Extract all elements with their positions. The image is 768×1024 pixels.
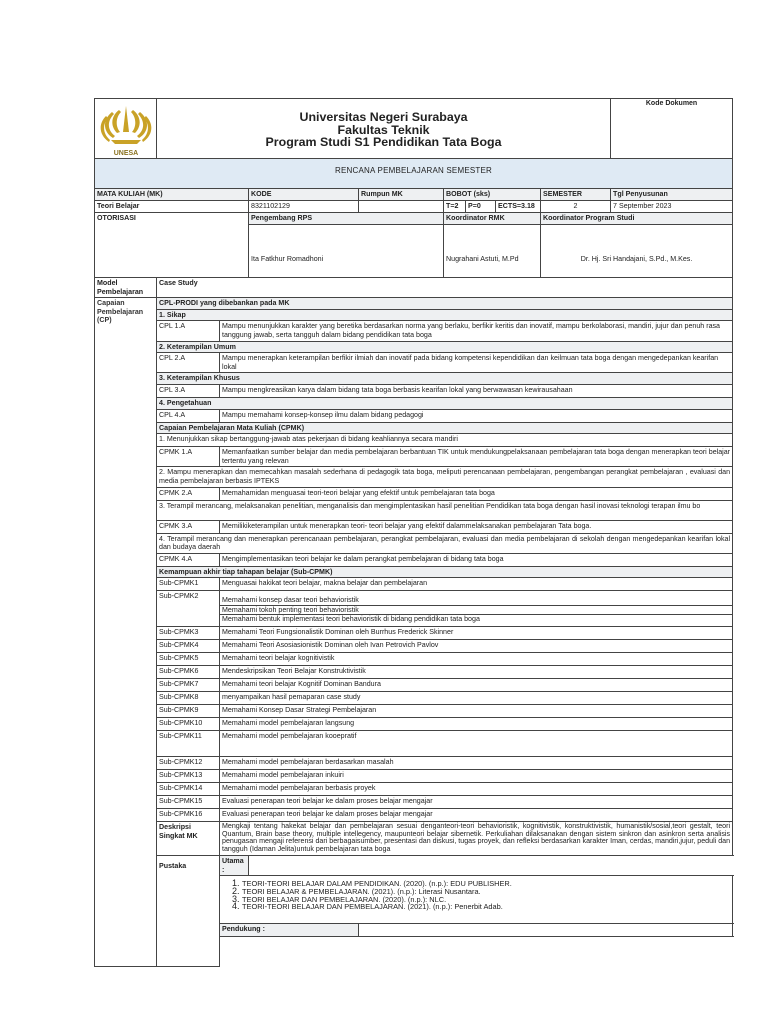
faculty-name: Fakultas Teknik bbox=[337, 122, 430, 137]
cpmk-code: CPMK 1.A bbox=[157, 447, 220, 467]
sub-cpmk-text: Evaluasi penerapan teori belajar ke dalam proses belajar mengajar bbox=[220, 796, 733, 809]
sub-cpmk-code: Sub-CPMK7 bbox=[157, 679, 220, 692]
deskripsi-label: Deskripsi Singkat MK bbox=[157, 822, 220, 856]
sub-cpmk-heading: Kemampuan akhir tiap tahapan belajar (Sub-CPMK) bbox=[157, 566, 733, 578]
cpl-text: Mampu menunjukkan karakter yang beretika berdasarkan norma yang berlaku, berfikir keritis dan inovatif, mampu berkolaborasi, mandiri, jujur dan penuh rasa tanggung jawab, serta tangguh dalam bidang pendidikan tata boga bbox=[220, 321, 733, 341]
koordinator-rmk-label: Koordinator RMK bbox=[444, 213, 541, 225]
cpmk-statement: 4. Terampil merancang dan menerapkan perencanaan pembelajaran, perangkat pembelajaran, evaluasi dan media pembelajaran di sekolah dengan mengedepankan kearifan lokal dan budaya daerah bbox=[157, 533, 733, 553]
cpl-group-heading: 1. Sikap bbox=[157, 309, 733, 321]
cpmk-text: Memilikiketerampilan untuk menerapkan teori- teori belajar yang efektif dalammelaksanakan pembelajaran Tata boga. bbox=[220, 520, 733, 533]
cpl-text: Mampu memahami konsep-konsep ilmu dalam bidang pedagogi bbox=[220, 409, 733, 422]
sub-cpmk-text: Memahami Teori Fungsionalistik Dominan oleh Burrhus Frederick Skinner bbox=[220, 627, 733, 640]
sub-cpmk-text: menyampaikan hasil pemaparan case study bbox=[220, 692, 733, 705]
sub-cpmk-code: Sub-CPMK11 bbox=[157, 731, 220, 757]
sub-cpmk-line: Memahami konsep dasar teori behavioristik bbox=[220, 592, 732, 606]
semester-value: 2 bbox=[541, 201, 611, 213]
rumpun-value bbox=[359, 201, 444, 213]
logo-text: UNESA bbox=[113, 150, 138, 157]
kode-dokumen-cell bbox=[611, 99, 733, 159]
kode-value: 8321102129 bbox=[249, 201, 359, 213]
pengembang-label: Pengembang RPS bbox=[249, 213, 444, 225]
sub-cpmk-code: Sub-CPMK9 bbox=[157, 705, 220, 718]
kode-label: KODE bbox=[249, 189, 359, 201]
cpl-group-heading: 4. Pengetahuan bbox=[157, 397, 733, 409]
sub-cpmk-code: Sub-CPMK5 bbox=[157, 653, 220, 666]
koordinator-rmk-value: Nugrahani Astuti, M.Pd bbox=[444, 225, 541, 278]
sub-cpmk-text: Mendeskripsikan Teori Belajar Konstruktivistik bbox=[220, 666, 733, 679]
sub-cpmk-text: Memahami Teori Asosiasionistik Dominan oleh Ivan Petrovich Pavlov bbox=[220, 640, 733, 653]
cpl-group-heading: 2. Keterampilan Umum bbox=[157, 341, 733, 353]
rumpun-label: Rumpun MK bbox=[359, 189, 444, 201]
cpl-code: CPL 4.A bbox=[157, 409, 220, 422]
sub-cpmk-line: Memahami bentuk implementasi teori behavioristik di bidang pendidikan tata boga bbox=[222, 615, 480, 624]
sub-cpmk-code: Sub-CPMK15 bbox=[157, 796, 220, 809]
cpl-code: CPL 3.A bbox=[157, 384, 220, 397]
cpl-text: Mampu mengkreasikan karya dalam bidang tata boga berbasis kearifan lokal yang berwawasan kewirausahaan bbox=[220, 384, 733, 397]
cpmk-text: Memanfaatkan sumber belajar dan media pembelajaran berbantuan TIK untuk mendukungpelaksanaan pembelajaran tata boga dengan menerapkan teori belajar tertentu yang relevan bbox=[220, 447, 733, 467]
sub-cpmk-code: Sub-CPMK13 bbox=[157, 770, 220, 783]
pustaka-pendukung-label: Pendukung : bbox=[220, 924, 359, 937]
sub-cpmk-text: Memahami model pembelajaran inkuiri bbox=[220, 770, 733, 783]
program-name: Program Studi S1 Pendidikan Tata Boga bbox=[265, 135, 502, 150]
rps-table bbox=[94, 98, 733, 967]
cpmk-heading: Capaian Pembelajaran Mata Kuliah (CPMK) bbox=[157, 422, 733, 434]
koordinator-prodi-label: Koordinator Program Studi bbox=[541, 213, 733, 225]
sub-cpmk-code: Sub-CPMK2 bbox=[157, 591, 220, 627]
bobot-ects-value: ECTS=3.18 bbox=[496, 201, 541, 213]
cp-label: Capaian Pembelajaran (CP) bbox=[95, 298, 157, 967]
cpmk-statement: 3. Terampil merancang, melaksanakan penelitian, menganalisis dan mengimplentasikan hasil penelitian Pendidikan tata boga dengan hasil inovasi teknologi terapan ilmu bo bbox=[157, 500, 733, 520]
sub-cpmk-code: Sub-CPMK10 bbox=[157, 718, 220, 731]
pustaka-item: 4. TEORI-TEORI BELAJAR DAN PEMBELAJARAN. (2021). (n.p.): Penerbit Adab. bbox=[242, 903, 730, 911]
pustaka-label: Pustaka bbox=[157, 856, 220, 967]
cpmk-code: CPMK 3.A bbox=[157, 520, 220, 533]
sub-cpmk-code: Sub-CPMK14 bbox=[157, 783, 220, 796]
pustaka-utama-blank bbox=[249, 856, 733, 876]
document-header bbox=[95, 99, 733, 159]
pustaka-item: 2. TEORI BELAJAR & PEMBELAJARAN. (2021). (n.p.): Literasi Nusantara. bbox=[242, 888, 730, 896]
sub-cpmk-code: Sub-CPMK12 bbox=[157, 757, 220, 770]
kode-dokumen-label: Kode Dokumen bbox=[645, 100, 698, 107]
deskripsi-text: Mengkaji tentang hakekat belajar dan pembelajaran sesuai denganteori-teori behavioristik, kognitivistik, konstruktivistik, humanistik/sosial,teori gestalt, teori Quantum, Brain base theory, multiple intellegency, maupunteori belajar sibernetik. Perkuliahan dilaksanakan dengan sistem sinkron dan asinkron serta analisis penugasan mengaji referensi dari berbagaisumber, presentasi dan diskusi, tugas proyek, dan refleksi berdasarkan karakter Iman, cerdas, mandiri,jujur, peduli dan tangguh (Idaman Jelita)untuk pembelajaran tata boga bbox=[220, 822, 733, 856]
document-title: RENCANA PEMBELAJARAN SEMESTER bbox=[95, 159, 733, 189]
unesa-logo-icon bbox=[97, 102, 155, 158]
model-value: Case Study bbox=[157, 278, 733, 298]
sub-cpmk-code: Sub-CPMK4 bbox=[157, 640, 220, 653]
sub-cpmk-code: Sub-CPMK3 bbox=[157, 627, 220, 640]
otorisasi-label: OTORISASI bbox=[95, 213, 249, 278]
tgl-value: 7 September 2023 bbox=[611, 201, 733, 213]
cpmk-statement: 2. Mampu menerapkan dan memecahkan masalah sederhana di pedagogik tata boga, meliputi perencanaan pembelajaran, pengembangan perangkat pembelajaran , evaluasi dan media pembelajaran berbasis IPTEKS bbox=[157, 467, 733, 487]
sub-cpmk-text: Evaluasi penerapan teori belajar ke dalam proses belajar mengajar bbox=[220, 809, 733, 822]
pustaka-pendukung-blank bbox=[359, 924, 733, 937]
pustaka-item: 3. TEORI BELAJAR DAN PEMBELAJARAN. (2020). (n.p.): NLC. bbox=[242, 896, 730, 904]
cpmk-code: CPMK 2.A bbox=[157, 487, 220, 500]
pustaka-pendukung-list bbox=[220, 937, 733, 967]
sub-cpmk-code: Sub-CPMK16 bbox=[157, 809, 220, 822]
sub-cpmk-code: Sub-CPMK1 bbox=[157, 578, 220, 591]
rps-document bbox=[94, 98, 732, 967]
sub-cpmk-text: Memahami model pembelajaran berdasarkan masalah bbox=[220, 757, 733, 770]
sub-cpmk-text: Memahami model pembelajaran langsung bbox=[220, 718, 733, 731]
semester-label: SEMESTER bbox=[541, 189, 611, 201]
mk-label: MATA KULIAH (MK) bbox=[95, 189, 249, 201]
cpmk-text: Memahamidan menguasai teori-teori belajar yang efektif untuk pembelajaran tata boga bbox=[220, 487, 733, 500]
model-label: Model Pembelajaran bbox=[95, 278, 157, 298]
institution-block bbox=[157, 99, 611, 159]
tgl-label: Tgl Penyusunan bbox=[611, 189, 733, 201]
sub-cpmk-text: Memahami teori belajar kognitivistik bbox=[220, 653, 733, 666]
sub-cpmk-text: Menguasai hakikat teori belajar, makna belajar dan pembelajaran bbox=[220, 578, 733, 591]
cpl-code: CPL 2.A bbox=[157, 353, 220, 373]
koordinator-prodi-value: Dr. Hj. Sri Handajani, S.Pd., M.Kes. bbox=[541, 225, 733, 278]
university-name: Universitas Negeri Surabaya bbox=[299, 110, 468, 124]
sub-cpmk-code: Sub-CPMK8 bbox=[157, 692, 220, 705]
sub-cpmk-code: Sub-CPMK6 bbox=[157, 666, 220, 679]
cpl-group-heading: 3. Keterampilan Khusus bbox=[157, 373, 733, 385]
mk-value: Teori Belajar bbox=[95, 201, 249, 213]
cpl-code: CPL 1.A bbox=[157, 321, 220, 341]
sub-cpmk-text: Memahami model pembelajaran kooepratif bbox=[220, 731, 733, 757]
pengembang-value: Ita Fatkhur Romadhoni bbox=[249, 225, 444, 278]
sub-cpmk-text bbox=[220, 591, 733, 627]
bobot-label: BOBOT (sks) bbox=[444, 189, 541, 201]
sub-cpmk-text: Memahami Konsep Dasar Strategi Pembelajaran bbox=[220, 705, 733, 718]
sub-cpmk-text: Memahami model pembelajaran berbasis proyek bbox=[220, 783, 733, 796]
bobot-p-value: P=0 bbox=[466, 201, 496, 213]
pustaka-item: 1. TEORI-TEORI BELAJAR DALAM PENDIDIKAN. (2020). (n.p.): EDU PUBLISHER. bbox=[242, 880, 730, 888]
cpmk-code: CPMK 4.A bbox=[157, 553, 220, 566]
pustaka-utama-list bbox=[220, 876, 733, 924]
cpl-prodi-heading: CPL-PRODI yang dibebankan pada MK bbox=[157, 298, 733, 310]
cpmk-text: Mengimplementasikan teori belajar ke dalam perangkat pembelajaran di bidang tata boga bbox=[220, 553, 733, 566]
cpl-text: Mampu menerapkan keterampilan berfikir ilmiah dan inovatif pada bidang kompetensi kependidikan dan keilmuan tata boga dengan mengedepankan kearifan lokal bbox=[220, 353, 733, 373]
sub-cpmk-line: Memahami tokoh penting teori behavioristik bbox=[220, 606, 732, 616]
sub-cpmk-text: Memahami teori belajar Kognitif Dominan Bandura bbox=[220, 679, 733, 692]
pustaka-utama-label: Utama : bbox=[220, 856, 249, 876]
cpmk-statement: 1. Menunjukkan sikap bertanggung-jawab atas pekerjaan di bidang keahliannya secara mandiri bbox=[157, 434, 733, 447]
bobot-t-value: T=2 bbox=[444, 201, 466, 213]
logo-cell bbox=[95, 99, 157, 159]
